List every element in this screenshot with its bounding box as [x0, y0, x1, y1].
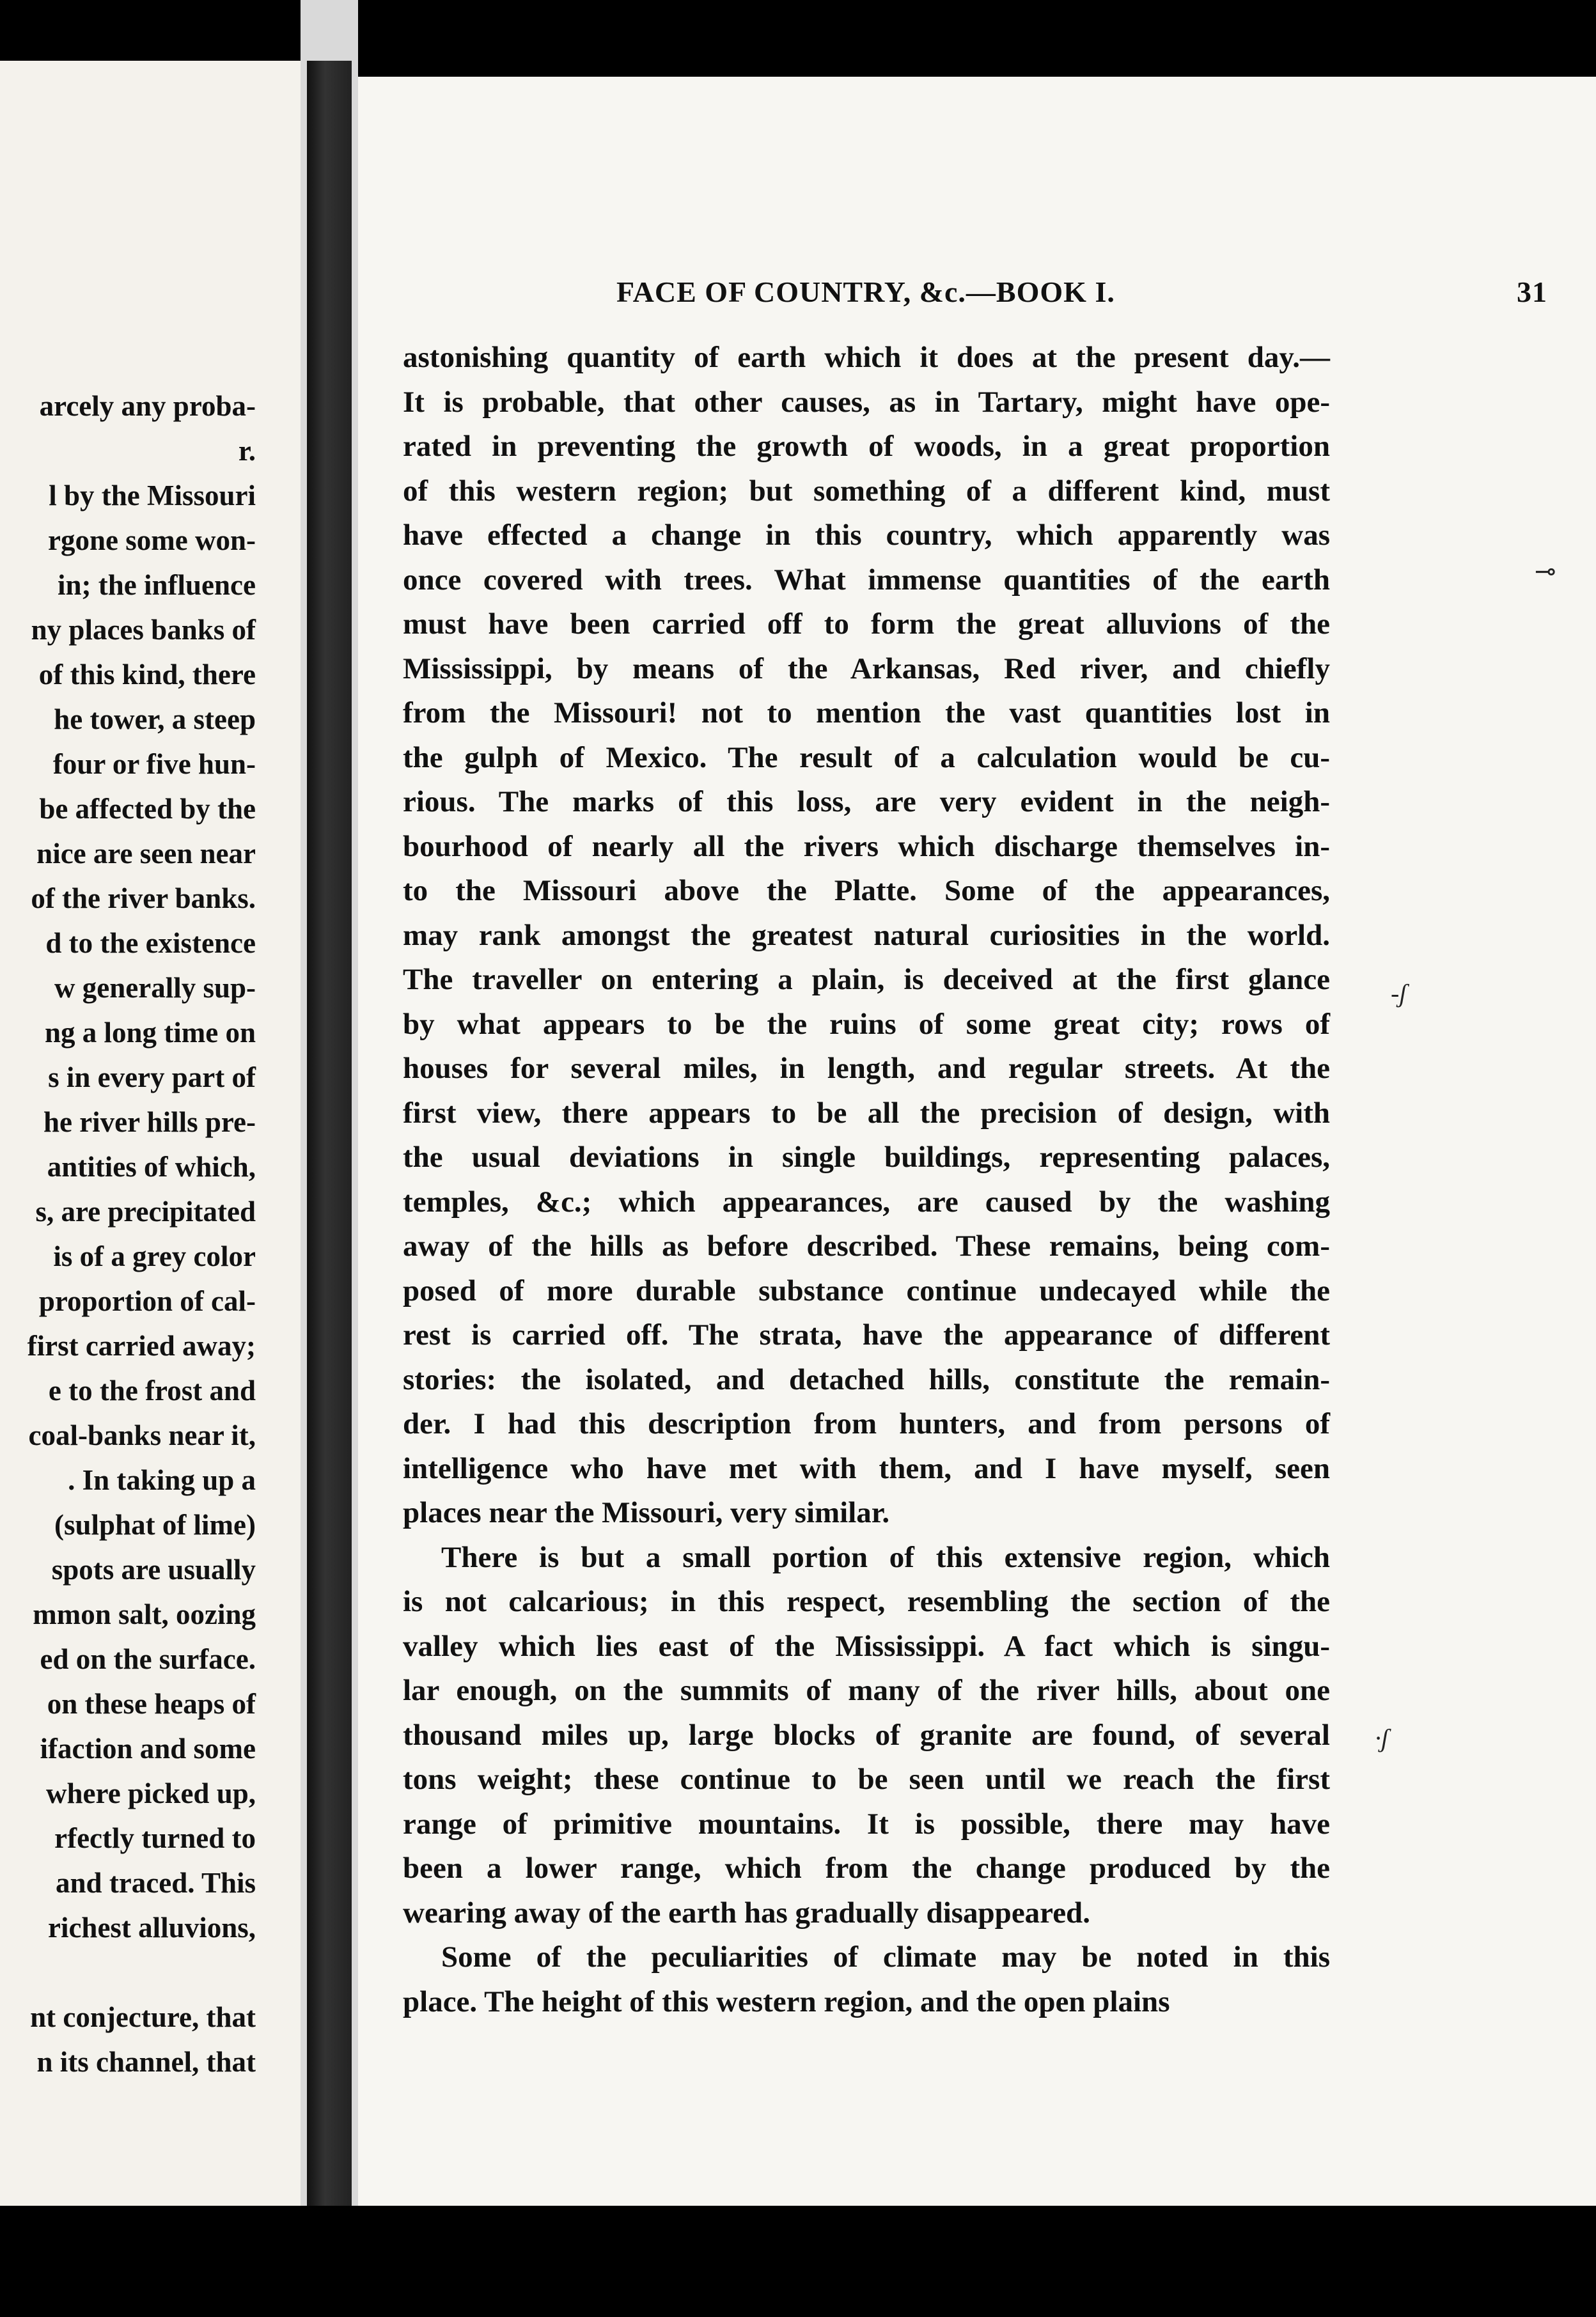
left-page-line: proportion of cal-	[38, 1285, 256, 1317]
text-line: There is but a small portion of this extensive region, which	[441, 1540, 1330, 1574]
book-gutter	[301, 0, 358, 2317]
text-line: lar enough, on the summits of many of the river hills, about one	[403, 1674, 1330, 1707]
left-page-line: he river hills pre-	[43, 1106, 256, 1138]
text-line: by what appears to be the ruins of some great city; rows of	[403, 1007, 1330, 1041]
text-line: Mississippi, by means of the Arkansas, Red river, and chiefly	[403, 651, 1330, 685]
left-page-line: antities of which,	[47, 1151, 256, 1183]
left-page-line: rfectly turned to	[54, 1822, 256, 1854]
left-page-line: rgone some won-	[48, 524, 256, 556]
text-line: from the Missouri! not to mention the vast quantities lost in	[403, 696, 1330, 729]
text-line: wearing away of the earth has gradually disappeared.	[403, 1896, 1090, 1930]
text-line: range of primitive mountains. It is possible, there may have	[403, 1807, 1330, 1841]
text-line: rest is carried off. The strata, have the appearance of different	[403, 1318, 1330, 1352]
text-line: is not calcarious; in this respect, resembling the section of the	[403, 1585, 1330, 1618]
left-page-line	[27, 1950, 256, 1995]
text-line: stories: the isolated, and detached hills, constitute the remain-	[403, 1362, 1330, 1396]
text-line: been a lower range, which from the change produced by the	[403, 1852, 1330, 1885]
left-page-line: spots are usually	[51, 1554, 256, 1586]
scan-border	[0, 2206, 1596, 2317]
left-page-line: ed on the surface.	[40, 1643, 256, 1675]
margin-smudge: ⊸	[1535, 557, 1556, 586]
left-page-line: (sulphat of lime)	[54, 1509, 256, 1541]
left-page-line: ifaction and some	[40, 1733, 256, 1765]
left-page-line: and traced. This	[56, 1867, 256, 1899]
text-line: posed of more durable substance continue undecayed while the	[403, 1274, 1330, 1307]
left-page-line: w generally sup-	[54, 972, 256, 1004]
left-page-line: is of a grey color	[53, 1240, 256, 1272]
text-line: of this western region; but something of a different kind, must	[403, 474, 1330, 508]
text-line: It is probable, that other causes, as in Tartary, might have ope-	[403, 385, 1330, 419]
text-line: the usual deviations in single buildings, representing palaces,	[403, 1141, 1330, 1174]
text-line: bourhood of nearly all the rivers which discharge themselves in-	[403, 829, 1330, 863]
left-page-line: mmon salt, oozing	[33, 1598, 256, 1630]
left-page-line: nt conjecture, that	[30, 2001, 256, 2033]
text-line: place. The height of this western region, and the open plains	[403, 1985, 1170, 2018]
margin-pencil-mark: -ʃ	[1391, 979, 1407, 1008]
text-line: valley which lies east of the Mississippi. A fact which is singu-	[403, 1629, 1330, 1663]
left-page-line: s, are precipitated	[35, 1196, 256, 1228]
text-line: have effected a change in this country, which apparently was	[403, 519, 1330, 552]
left-page-line: . In taking up a	[68, 1464, 256, 1496]
text-line: der. I had this description from hunters, and from persons of	[403, 1407, 1330, 1440]
left-page-line: of this kind, there	[38, 659, 256, 690]
left-page-line: in; the influence	[58, 569, 256, 601]
left-page-line: four or five hun-	[52, 748, 256, 780]
text-line: rated in preventing the growth of woods, in a great proportion	[403, 430, 1330, 463]
gutter-shadow	[307, 61, 352, 2206]
left-page-line: ng a long time on	[44, 1017, 256, 1049]
left-page-text-column	[27, 384, 256, 2084]
left-facing-page	[0, 61, 301, 2206]
text-line: The traveller on entering a plain, is deceived at the first glance	[403, 963, 1330, 996]
text-line: houses for several miles, in length, and regular streets. At the	[403, 1052, 1330, 1085]
text-line: tons weight; these continue to be seen until we reach the first	[403, 1763, 1330, 1796]
text-line: the gulph of Mexico. The result of a calculation would be cu-	[403, 740, 1330, 774]
left-page-line: r.	[238, 435, 256, 467]
text-line: places near the Missouri, very similar.	[403, 1496, 890, 1529]
left-page-line: richest alluvions,	[47, 1912, 256, 1944]
left-page-line: s in every part of	[48, 1061, 256, 1093]
text-line: intelligence who have met with them, and I have myself, seen	[403, 1451, 1330, 1485]
running-head: FACE OF COUNTRY, &c.—BOOK I.	[616, 276, 1115, 308]
right-page	[358, 77, 1596, 2238]
left-page-line: where picked up,	[46, 1777, 256, 1809]
left-page-line: be affected by the	[39, 793, 256, 825]
text-line: must have been carried off to form the great alluvions of the	[403, 607, 1330, 641]
left-page-line: d to the existence	[45, 927, 256, 959]
left-page-line: arcely any proba-	[39, 390, 256, 422]
margin-pencil-mark: ·ʃ	[1375, 1724, 1389, 1752]
left-page-line: he tower, a steep	[54, 703, 256, 735]
text-line: first view, there appears to be all the precision of design, with	[403, 1096, 1330, 1130]
left-page-line: l by the Missouri	[49, 480, 256, 511]
left-page-line: on these heaps of	[47, 1688, 256, 1720]
text-line: astonishing quantity of earth which it does at the present day.—	[403, 341, 1330, 374]
text-line: away of the hills as before described. These remains, being com-	[403, 1229, 1330, 1263]
left-page-line: n its channel, that	[36, 2046, 256, 2078]
text-line: thousand miles up, large blocks of granite are found, of several	[403, 1718, 1330, 1752]
text-line: may rank amongst the greatest natural curiosities in the world.	[403, 918, 1330, 952]
left-page-line: first carried away;	[27, 1330, 256, 1362]
text-line: once covered with trees. What immense quantities of the earth	[403, 563, 1330, 597]
text-line: Some of the peculiarities of climate may be noted in this	[441, 1940, 1330, 1974]
body-text	[403, 336, 1330, 2024]
left-page-line: of the river banks.	[31, 882, 256, 914]
text-line: temples, &c.; which appearances, are caused by the washing	[403, 1185, 1330, 1219]
text-line: rious. The marks of this loss, are very evident in the neigh-	[403, 785, 1330, 818]
page-number: 31	[1517, 276, 1547, 308]
text-line: to the Missouri above the Platte. Some of the appearances,	[403, 874, 1330, 907]
left-page-line: e to the frost and	[48, 1375, 256, 1407]
left-page-line: coal-banks near it,	[28, 1419, 256, 1451]
left-page-line: nice are seen near	[36, 838, 256, 870]
left-page-line: ny places banks of	[31, 614, 256, 646]
